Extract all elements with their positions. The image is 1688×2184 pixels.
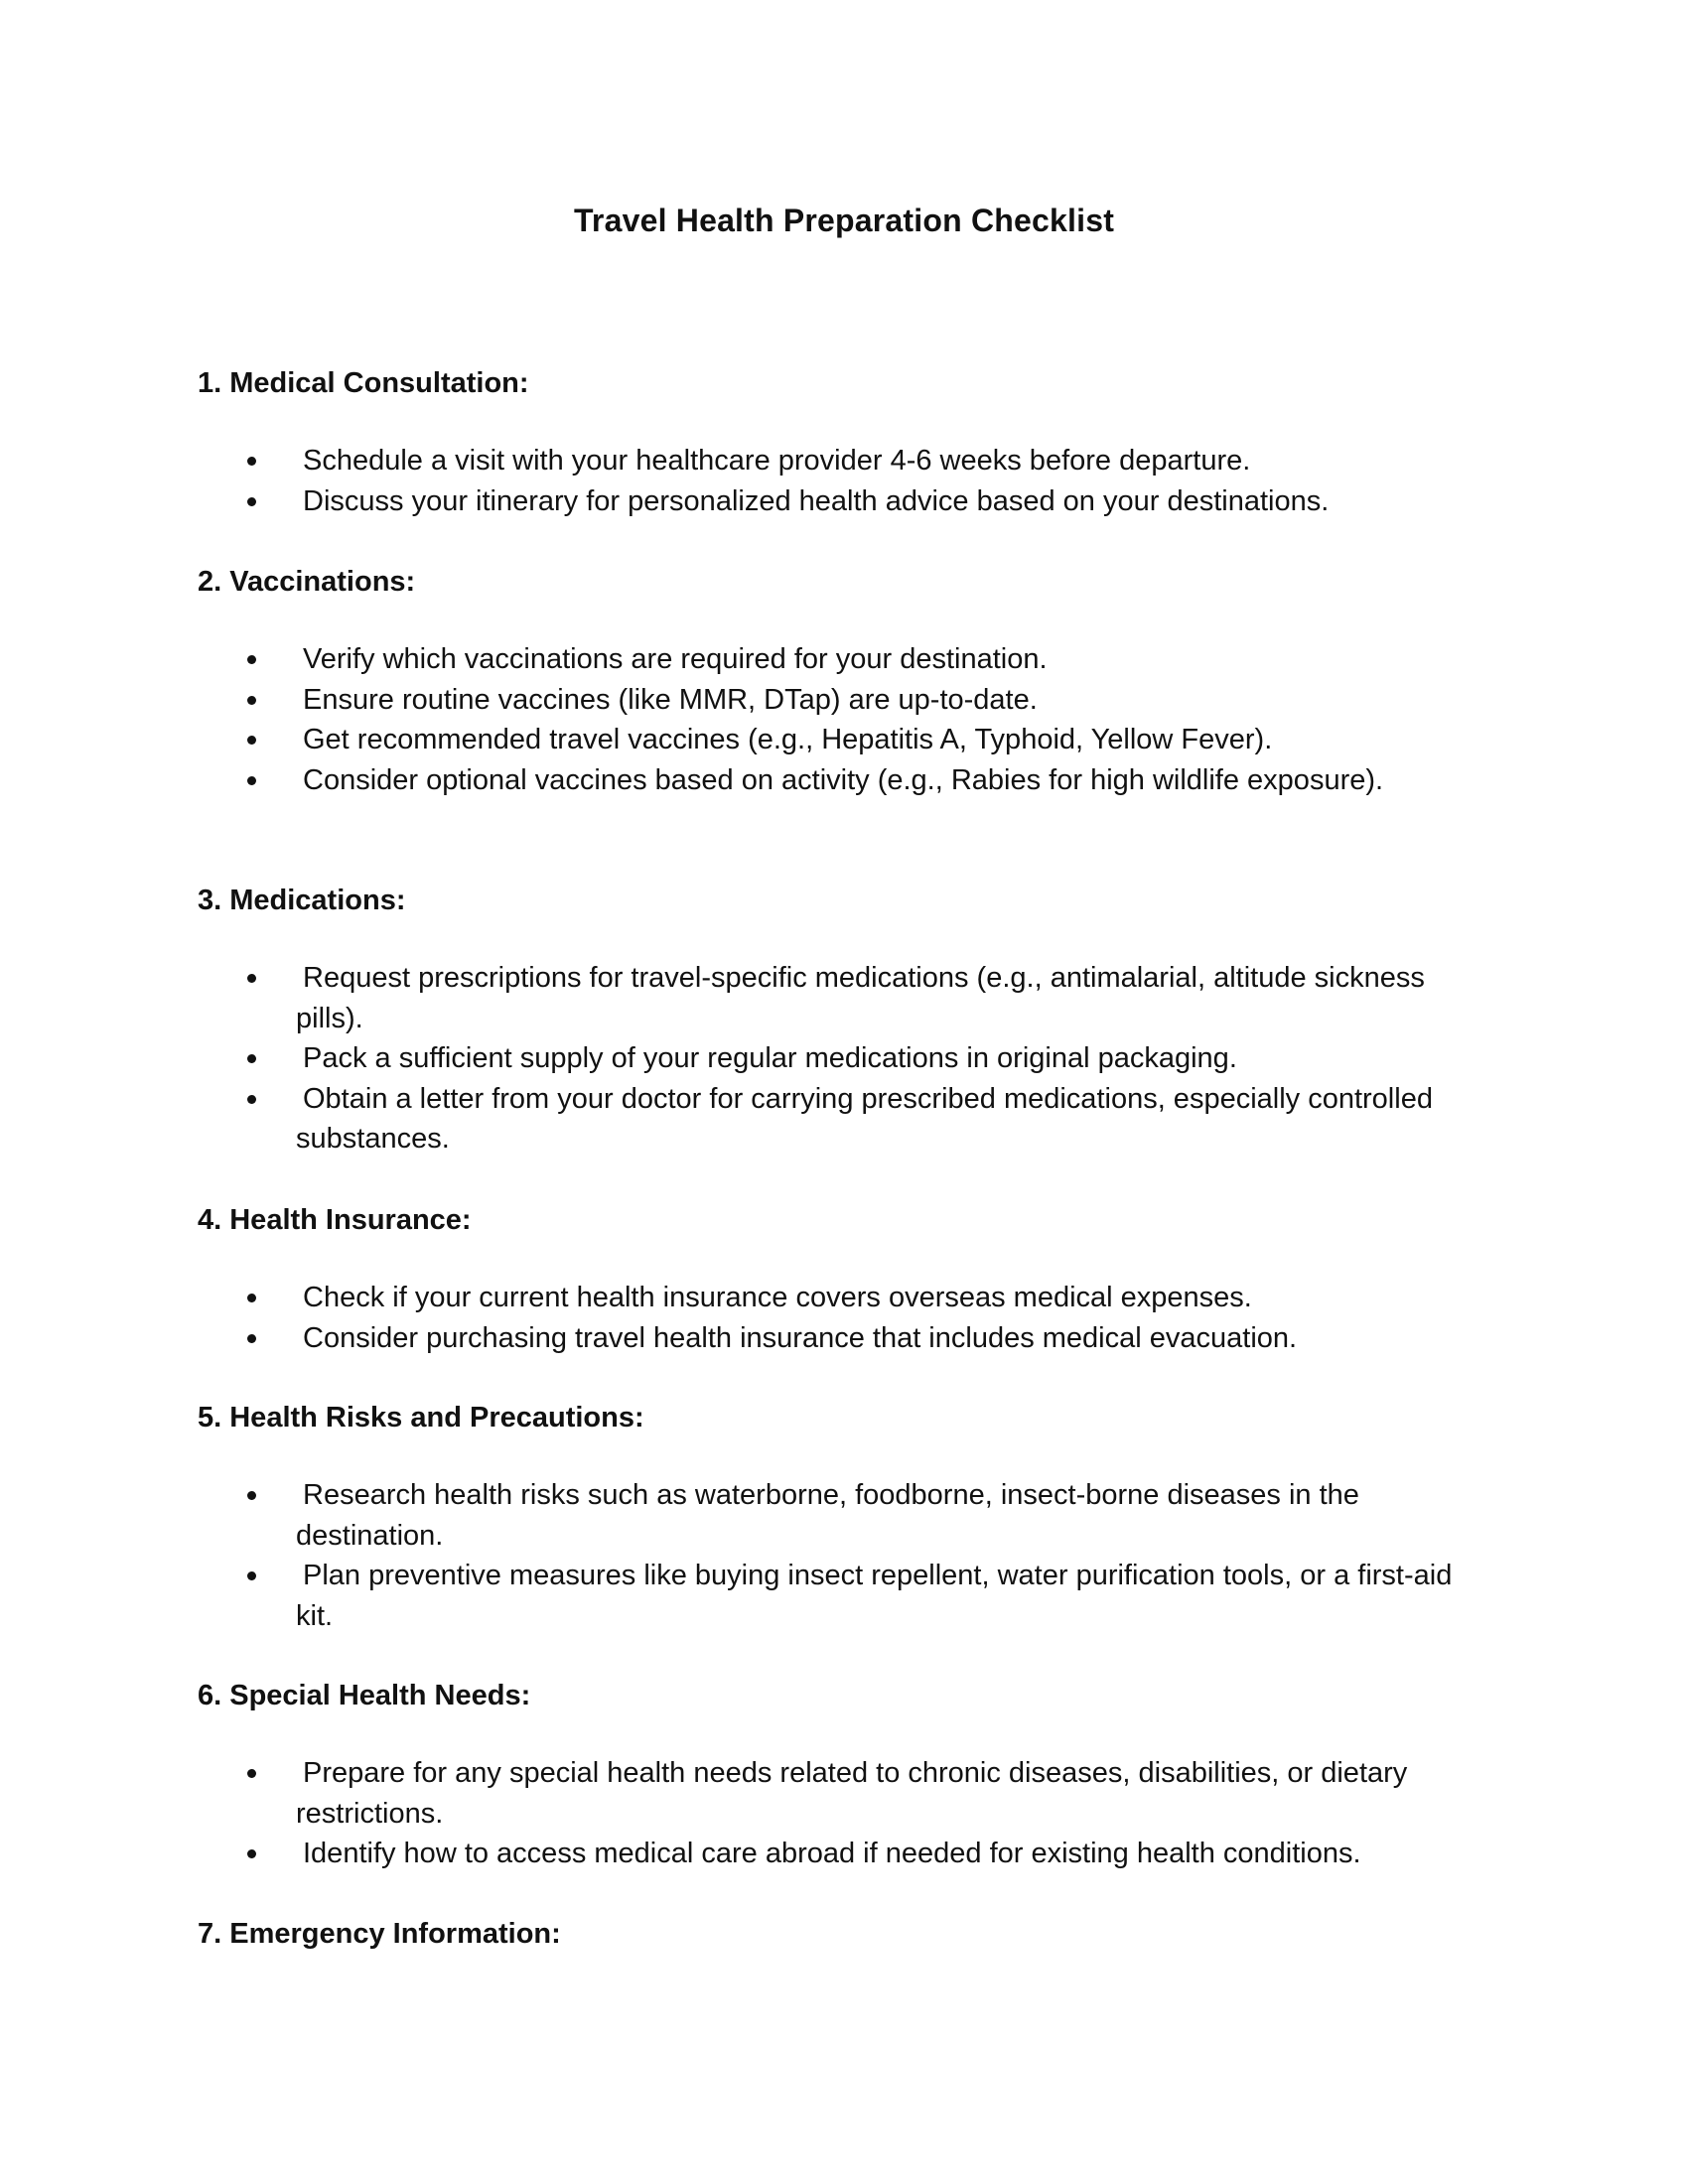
bullet-list bbox=[198, 639, 1508, 800]
list-item-text: Get recommended travel vaccines (e.g., Hepatitis A, Typhoid, Yellow Fever). bbox=[303, 724, 1273, 755]
list-item bbox=[198, 1038, 1508, 1079]
section-health-insurance bbox=[198, 1200, 1508, 1358]
section-heading: 7. Emergency Information: bbox=[198, 1918, 561, 1950]
section-heading: 6. Special Health Needs: bbox=[198, 1680, 531, 1711]
bullet-icon bbox=[247, 1294, 256, 1302]
bullet-icon bbox=[247, 1849, 256, 1858]
list-item-text: Research health risks such as waterborne, foodborne, insect-borne diseases in the destination. bbox=[296, 1479, 1359, 1552]
bullet-icon bbox=[247, 457, 256, 466]
list-item bbox=[198, 1278, 1508, 1318]
bullet-icon bbox=[247, 1334, 256, 1343]
bullet-icon bbox=[247, 1095, 256, 1104]
list-item-text: Identify how to access medical care abroad if needed for existing health conditions. bbox=[303, 1838, 1361, 1869]
list-item bbox=[198, 441, 1508, 481]
list-item-text: Obtain a letter from your doctor for carrying prescribed medications, especially controlled substances. bbox=[296, 1082, 1433, 1155]
list-item-text: Plan preventive measures like buying insect repellent, water purification tools, or a first-aid kit. bbox=[296, 1560, 1453, 1632]
bullet-icon bbox=[247, 1571, 256, 1580]
section-heading: 3. Medications: bbox=[198, 885, 406, 916]
list-item bbox=[198, 1079, 1508, 1160]
section-heading: 5. Health Risks and Precautions: bbox=[198, 1402, 644, 1433]
list-item-text: Discuss your itinerary for personalized health advice based on your destinations. bbox=[303, 484, 1330, 517]
bullet-list bbox=[198, 1475, 1508, 1636]
list-item bbox=[198, 760, 1508, 801]
list-item-text: Consider optional vaccines based on activity (e.g., Rabies for high wildlife exposure). bbox=[303, 763, 1384, 796]
list-item bbox=[198, 1753, 1508, 1834]
section-heading: 2. Vaccinations: bbox=[198, 566, 416, 598]
list-item bbox=[198, 1834, 1508, 1874]
document-title: Travel Health Preparation Checklist bbox=[573, 203, 1115, 238]
bullet-icon bbox=[247, 736, 256, 745]
section-heading: 1. Medical Consultation: bbox=[198, 367, 529, 399]
list-item-text: Pack a sufficient supply of your regular medications in original packaging. bbox=[303, 1042, 1237, 1074]
bullet-list bbox=[198, 441, 1508, 521]
bullet-icon bbox=[247, 974, 256, 983]
section-health-risks bbox=[198, 1398, 1508, 1636]
list-item bbox=[198, 1556, 1508, 1636]
section-special-health-needs bbox=[198, 1676, 1508, 1874]
bullet-list bbox=[198, 1278, 1508, 1358]
section-emergency-information bbox=[198, 1914, 1508, 1954]
list-item-text: Schedule a visit with your healthcare provider 4-6 weeks before departure. bbox=[303, 445, 1251, 477]
bullet-icon bbox=[247, 1054, 256, 1063]
list-item-text: Prepare for any special health needs related to chronic diseases, disabilities, or dietary restrictions. bbox=[296, 1757, 1408, 1830]
bullet-icon bbox=[247, 497, 256, 506]
bullet-list bbox=[198, 958, 1508, 1160]
bullet-icon bbox=[247, 776, 256, 785]
bullet-icon bbox=[247, 1491, 256, 1500]
list-item bbox=[198, 639, 1508, 680]
section-heading: 4. Health Insurance: bbox=[198, 1204, 472, 1236]
list-item-text: Consider purchasing travel health insurance that includes medical evacuation. bbox=[303, 1321, 1298, 1354]
list-item bbox=[198, 958, 1508, 1038]
list-item-text: Verify which vaccinations are required for your destination. bbox=[303, 643, 1048, 675]
bullet-icon bbox=[247, 696, 256, 705]
list-item bbox=[198, 1475, 1508, 1556]
list-item bbox=[198, 481, 1508, 522]
list-item-text: Check if your current health insurance covers overseas medical expenses. bbox=[303, 1282, 1252, 1313]
list-item bbox=[198, 1318, 1508, 1359]
section-medications bbox=[198, 881, 1508, 1160]
bullet-icon bbox=[247, 655, 256, 664]
section-vaccinations bbox=[198, 562, 1508, 800]
list-item bbox=[198, 680, 1508, 721]
list-item-text: Ensure routine vaccines (like MMR, DTap) are up-to-date. bbox=[303, 683, 1038, 716]
list-item-text: Request prescriptions for travel-specific medications (e.g., antimalarial, altitude sickness pills). bbox=[296, 962, 1425, 1034]
bullet-icon bbox=[247, 1769, 256, 1778]
section-medical-consultation bbox=[198, 363, 1508, 521]
list-item bbox=[198, 720, 1508, 760]
bullet-list bbox=[198, 1753, 1508, 1874]
